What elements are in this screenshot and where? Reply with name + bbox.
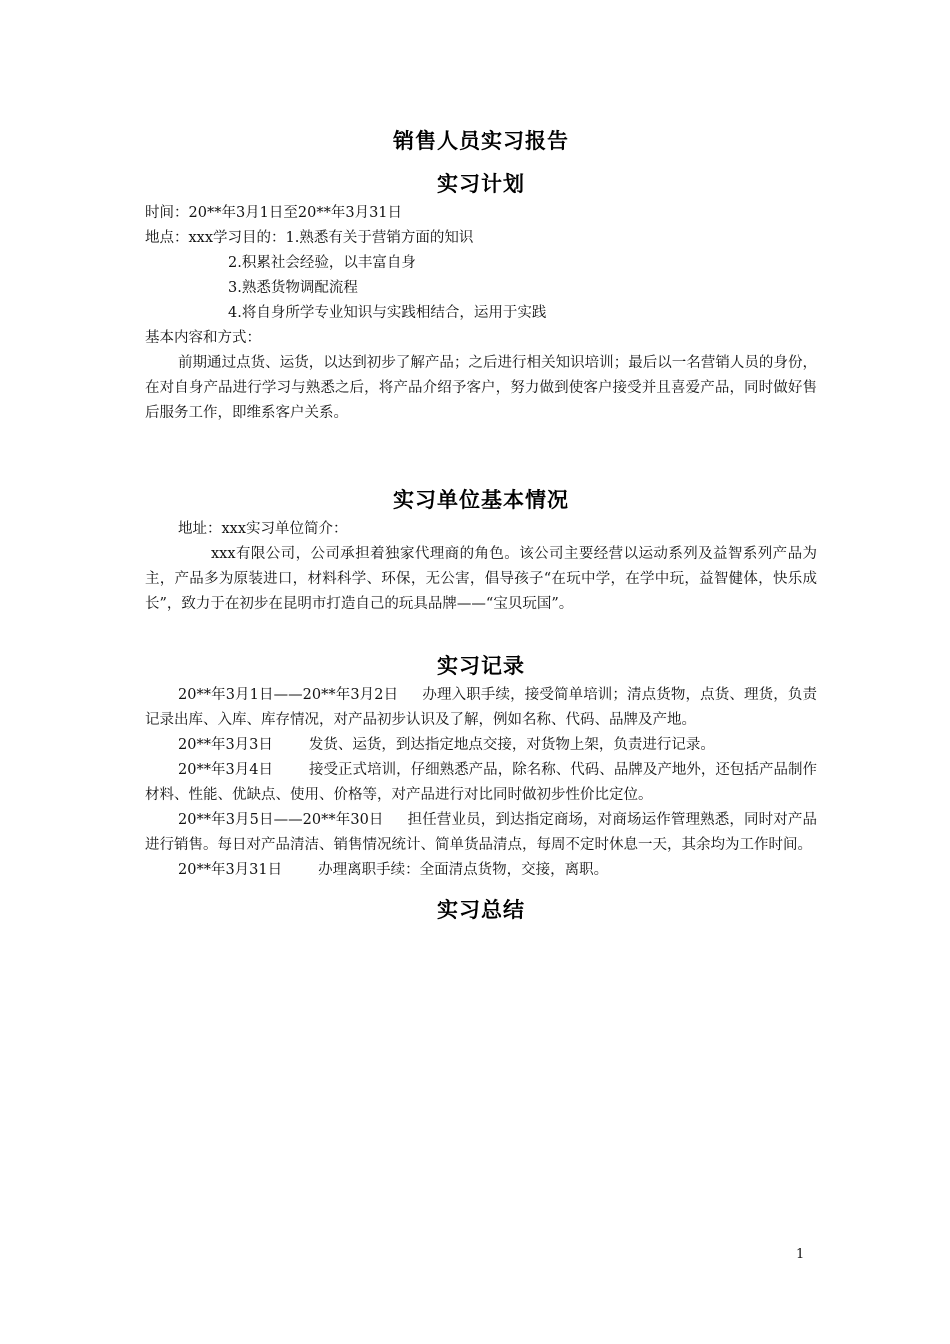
plan-basic-text: 前期通过点货、运货，以达到初步了解产品；之后进行相关知识培训；最后以一名营销人员的身份，在对自身产品进行学习与熟悉之后，将产品介绍予客户，努力做到使客户接受并且喜爱产品，同时做好售后服务工作，即维系客户关系。 [145,355,817,421]
document-body [145,124,817,927]
plan-time: 时间：20**年3月1日至20**年3月31日 [145,205,403,221]
unit-address: 地址：xxx实习单位简介： [178,521,348,537]
record-text: 担任营业员，到达指定商场，对商场运作管理熟悉，同时对产品进行销售。每日对产品清洁、销售情况统计、简单货品清点，每周不定时休息一天，其余均为工作时间。 [145,812,817,853]
record-entry [145,683,817,733]
record-text: 接受正式培训，仔细熟悉产品，除名称、代码、品牌及产地外，还包括产品制作材料、性能、优缺点、使用、价格等，对产品进行对比同时做初步性价比定位。 [145,762,818,803]
record-date: 20**年3月3日 [178,737,273,753]
record-date: 20**年3月4日 [178,762,273,778]
plan-goal-item: 3.熟悉货物调配流程 [228,280,358,296]
document-title: 销售人员实习报告 [393,129,569,153]
unit-intro: xxx有限公司，公司承担着独家代理商的角色。该公司主要经营以运动系列及益智系列产品为主，产品多为原装进口，材料科学、环保，无公害，倡导孩子“在玩中学，在学中玩，益智健体，快乐成长”，致力于在初步在昆明市打造自己的玩具品牌——“宝贝玩国”。 [145,546,817,612]
record-entry [145,733,817,758]
record-entry [145,808,817,858]
plan-goal-item: 2.积累社会经验，以丰富自身 [228,255,416,271]
record-entry [145,758,817,808]
plan-place-goal: 地点：xxx学习目的：1.熟悉有关于营销方面的知识 [145,230,474,246]
record-date: 20**年3月1日——20**年3月2日 [178,687,399,703]
record-text: 办理入职手续，接受简单培训；清点货物，点货、理货，负责记录出库、入库、库存情况，对产品初步认识及了解，例如名称、代码、品牌及产地。 [145,687,817,728]
record-date: 20**年3月31日 [178,862,283,878]
record-entry [145,858,817,883]
record-date: 20**年3月5日——20**年30日 [178,812,384,828]
page-number: 1 [796,1247,805,1262]
section-heading-plan: 实习计划 [437,172,525,196]
plan-goal-item: 4.将自身所学专业知识与实践相结合，运用于实践 [228,305,547,321]
section-heading-records: 实习记录 [437,654,525,678]
section-heading-unit: 实习单位基本情况 [393,488,569,512]
record-text: 发货、运货，到达指定地点交接，对货物上架，负责进行记录。 [308,737,715,753]
plan-basic-label: 基本内容和方式： [145,330,261,346]
record-text: 办理离职手续：全面清点货物，交接，离职。 [318,862,609,878]
section-heading-summary: 实习总结 [437,898,525,922]
